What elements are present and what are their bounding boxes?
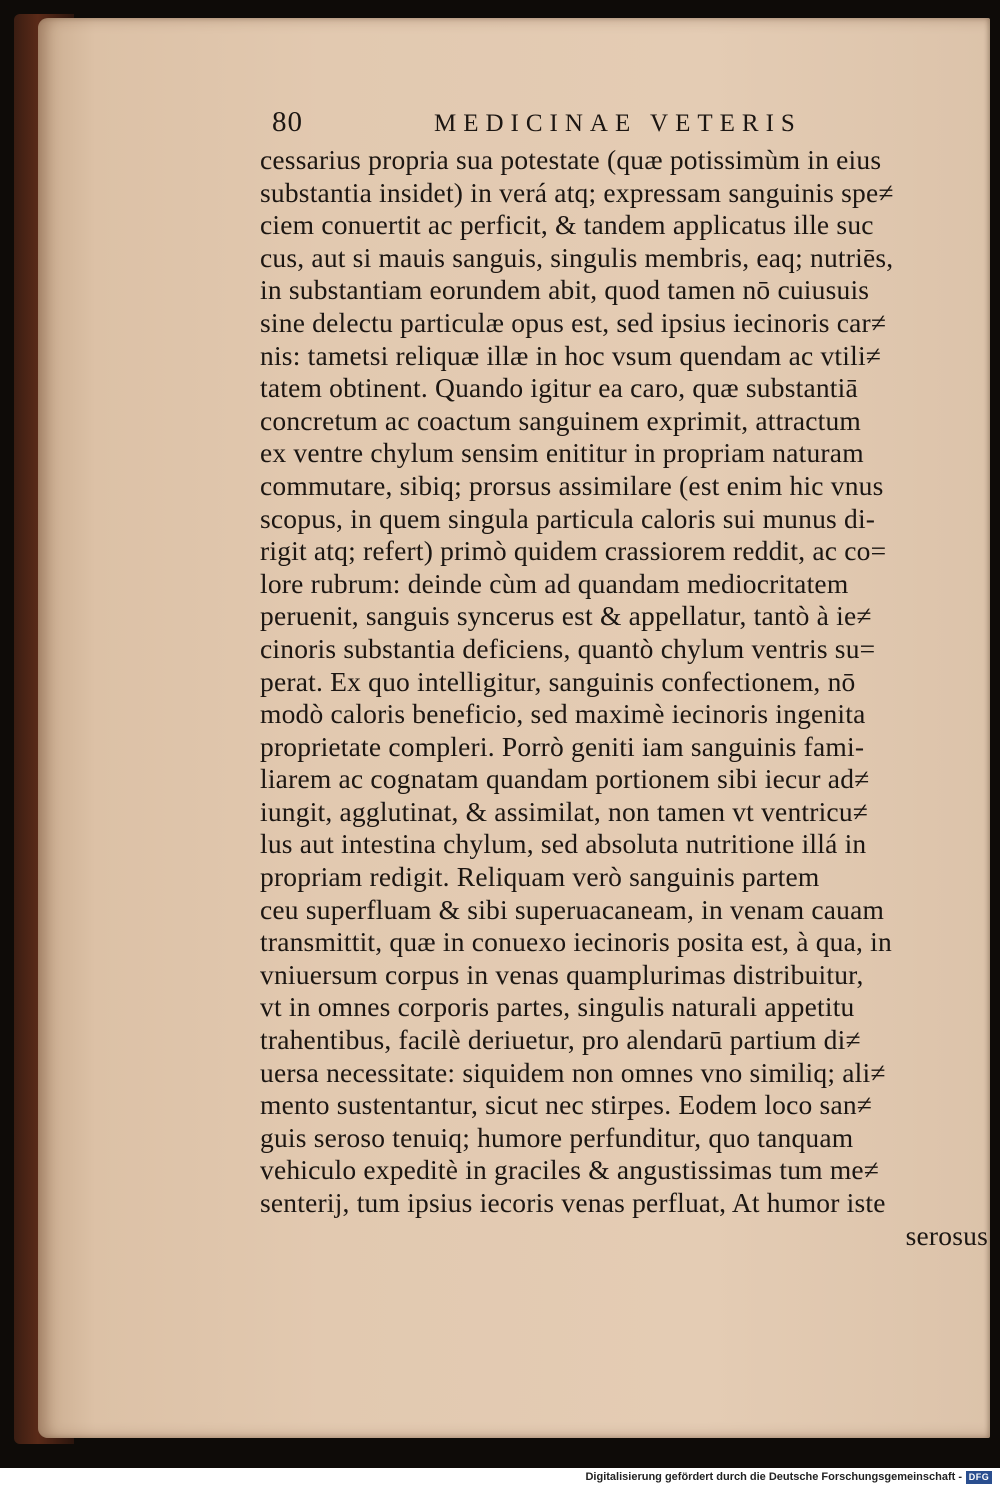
- text-line: commutare, sibiq; prorsus assimilare (est enim hic vnus: [260, 469, 884, 501]
- text-line: ex ventre chylum sensim enititur in propriam naturam: [260, 437, 864, 469]
- text-line: substantia insidet) in verá atq; expressam sanguinis spe≠: [260, 176, 894, 208]
- text-line: senterij, tum ipsius iecoris venas perfluat, At humor iste: [260, 1187, 886, 1218]
- text-line: nis: tametsi reliquæ illæ in hoc vsum quendam ac vtili≠: [260, 339, 882, 371]
- text-line: ceu superfluam & sibi superuacaneam, in venam cauam: [260, 893, 885, 925]
- text-line: cessarius propria sua potestate (quæ potissimùm in eius: [260, 144, 882, 175]
- dfg-logo: DFG: [966, 1471, 992, 1484]
- text-line: sine delectu particulæ opus est, sed ipsius iecinoris car≠: [260, 306, 887, 338]
- page-header: [260, 106, 1000, 142]
- text-line: liarem ac cognatam quandam portionem sibi iecur ad≠: [260, 763, 870, 795]
- text-line: rigit atq; refert) primò quidem crassiorem reddit, ac co=: [260, 535, 887, 567]
- text-line: perat. Ex quo intelligitur, sanguinis confectionem, nō: [260, 665, 856, 697]
- text-line: guis seroso tenuiq; humore perfunditur, quo tanquam: [260, 1121, 854, 1153]
- footer-credit: Digitalisierung gefördert durch die Deutsche Forschungsgemeinschaft -: [585, 1471, 962, 1483]
- catchword: serosus: [905, 1219, 988, 1251]
- text-line: ciem conuertit ac perficit, & tandem applicatus ille suc: [260, 209, 874, 241]
- book-page: [38, 18, 990, 1438]
- text-line: peruenit, sanguis syncerus est & appellatur, tantò à ie≠: [260, 600, 872, 632]
- text-line: cinoris substantia deficiens, quantò chylum ventris su=: [260, 632, 876, 664]
- footer-bar: [0, 1468, 1000, 1488]
- text-line: scopus, in quem singula particula caloris sui munus di-: [260, 502, 876, 534]
- text-line: mento sustentantur, sicut nec stirpes. Eodem loco san≠: [260, 1089, 873, 1121]
- page-number: 80: [272, 106, 303, 138]
- text-line: trahentibus, facilè deriuetur, pro alendarū partium di≠: [260, 1024, 861, 1056]
- text-line: iungit, agglutinat, & assimilat, non tamen vt ventricu≠: [260, 795, 869, 827]
- text-line: propriam redigit. Reliquam verò sanguinis partem: [260, 861, 820, 893]
- text-line: vt in omnes corporis partes, singulis naturali appetitu: [260, 991, 855, 1023]
- text-line: transmittit, quæ in conuexo iecinoris posita est, à qua, in: [260, 926, 892, 958]
- text-line: vehiculo expeditè in graciles & angustissimas tum me≠: [260, 1154, 880, 1186]
- text-line: in substantiam eorundem abit, quod tamen nō cuiusuis: [260, 274, 870, 306]
- body-text: [260, 144, 1000, 1252]
- text-line: modò caloris beneficio, sed maximè iecinoris ingenita: [260, 698, 866, 730]
- text-line: proprietate compleri. Porrò geniti iam sanguinis fami-: [260, 730, 865, 762]
- text-line: cus, aut si mauis sanguis, singulis membris, eaq; nutriēs,: [260, 241, 894, 273]
- text-line: concretum ac coactum sanguinem exprimit, attractum: [260, 404, 862, 436]
- text-line: vniuersum corpus in venas quamplurimas distribuitur,: [260, 958, 864, 990]
- running-title: MEDICINAE VETERIS: [434, 110, 802, 137]
- text-line: tatem obtinent. Quando igitur ea caro, quæ substantiā: [260, 372, 858, 404]
- text-line: lus aut intestina chylum, sed absoluta nutritione illá in: [260, 828, 867, 860]
- page-content: [260, 106, 1000, 1252]
- text-line: uersa necessitate: siquidem non omnes vno similiq; ali≠: [260, 1056, 886, 1088]
- text-line: lore rubrum: deinde cùm ad quandam mediocritatem: [260, 567, 849, 599]
